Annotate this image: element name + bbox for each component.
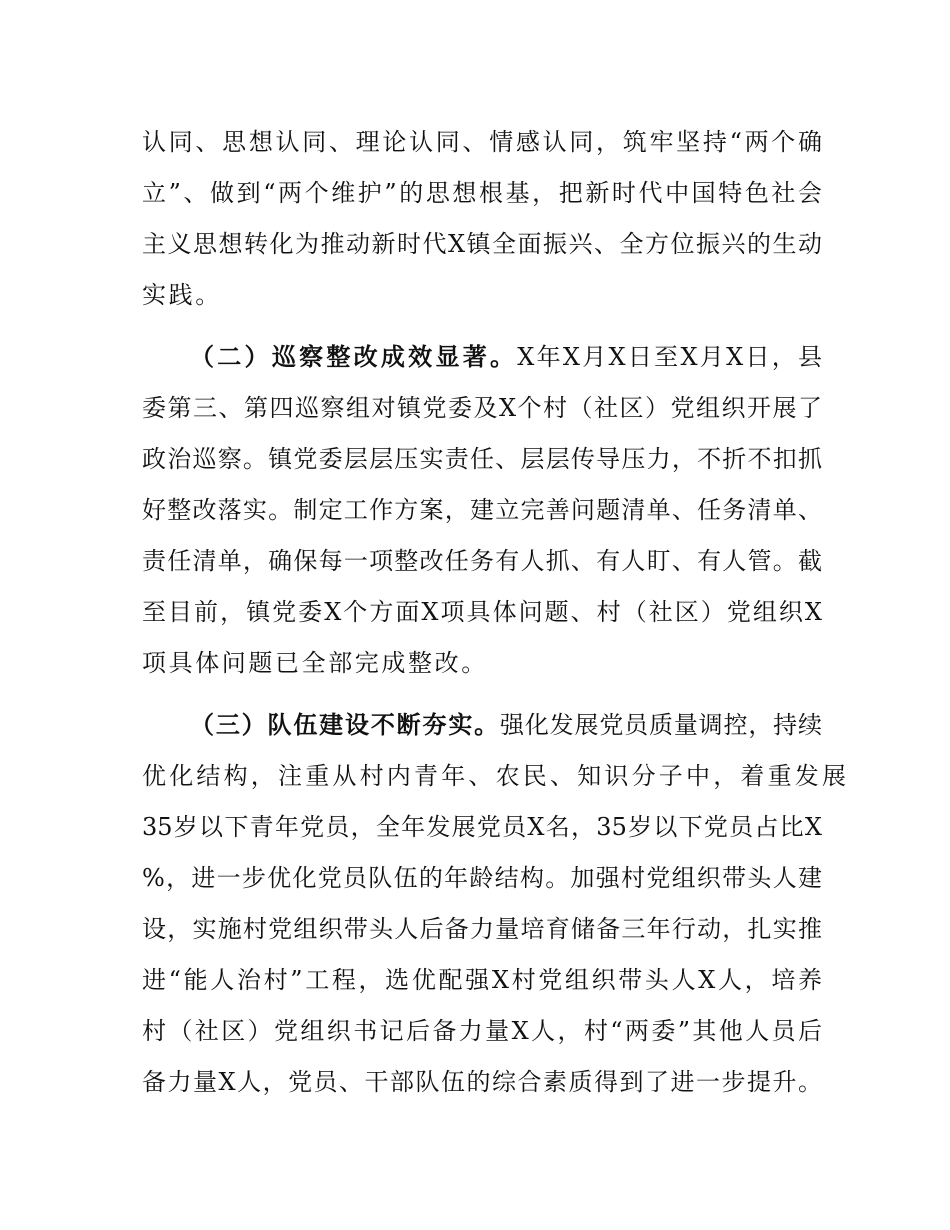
paragraph-3-line-1 (190, 709, 822, 741)
paragraph-1-line-1: 认同、思想认同、理论认同、情感认同，筑牢坚持“两个确 (142, 128, 822, 156)
paragraph-3-line-3: 35岁以下青年党员，全年发展党员X名，35岁以下党员占比X (142, 813, 822, 841)
paragraph-2-line-1-text: X年X月X日至X月X日，县 (517, 343, 822, 371)
paragraph-3-line-4: %，进一步优化党员队伍的年龄结构。加强村党组织带头人建 (142, 864, 822, 892)
paragraph-2-line-1 (190, 341, 822, 373)
paragraph-3-heading: （三）队伍建设不断夯实。 (190, 711, 500, 739)
paragraph-3-line-7: 村（社区）党组织书记后备力量X人，村“两委”其他人员后 (142, 1017, 822, 1045)
paragraph-3-line-1-text: 强化发展党员质量调控，持续 (500, 711, 822, 739)
paragraph-3-line-5: 设，实施村党组织带头人后备力量培育储备三年行动，扎实推 (142, 915, 822, 943)
paragraph-1-line-2: 立”、做到“两个维护”的思想根基，把新时代中国特色社会 (142, 179, 822, 207)
paragraph-2-line-5: 责任清单，确保每一项整改任务有人抓、有人盯、有人管。截 (142, 547, 822, 575)
paragraph-2-line-3: 政治巡察。镇党委层层压实责任、层层传导压力，不折不扣抓 (142, 445, 822, 473)
paragraph-2-line-2: 委第三、第四巡察组对镇党委及X个村（社区）党组织开展了 (142, 394, 822, 422)
paragraph-2-line-6: 至目前，镇党委X个方面X项具体问题、村（社区）党组织X (142, 598, 822, 626)
paragraph-2-line-4: 好整改落实。制定工作方案，建立完善问题清单、任务清单、 (142, 496, 822, 524)
paragraph-1-line-4: 实践。 (142, 281, 222, 309)
paragraph-3-line-2: 优化结构，注重从村内青年、农民、知识分子中，着重发展 (142, 762, 850, 790)
paragraph-1-line-3: 主义思想转化为推动新时代X镇全面振兴、全方位振兴的生动 (142, 230, 822, 258)
paragraph-2-line-7: 项具体问题已全部完成整改。 (142, 649, 488, 677)
paragraph-3-line-6: 进“能人治村”工程，选优配强X村党组织带头人X人，培养 (142, 966, 822, 994)
paragraph-3-line-8: 备力量X人，党员、干部队伍的综合素质得到了进一步提升。 (142, 1068, 822, 1096)
paragraph-2-heading: （二）巡察整改成效显著。 (190, 343, 518, 371)
